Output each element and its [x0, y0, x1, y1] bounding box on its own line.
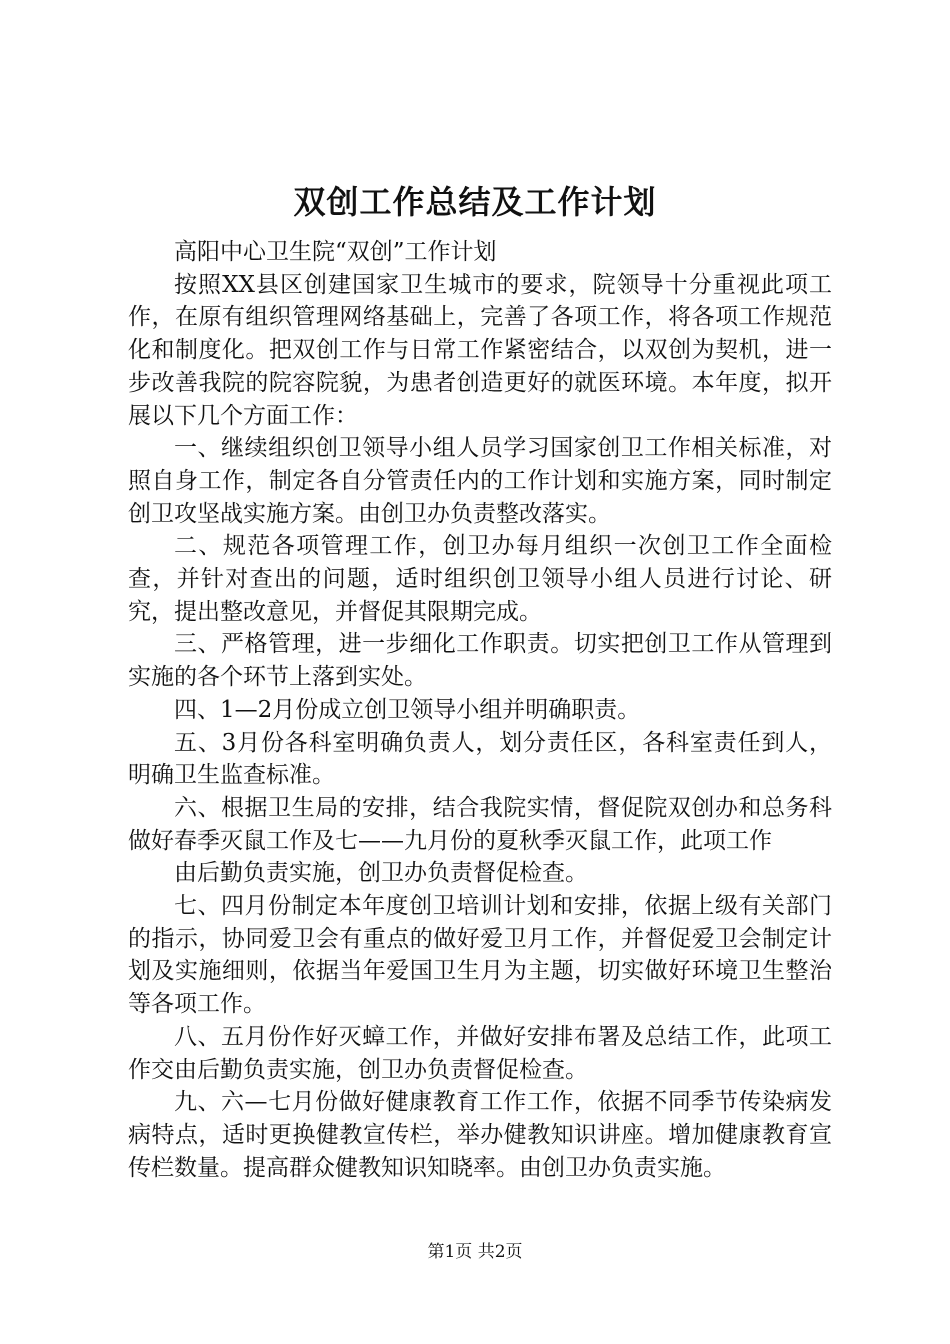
paragraph-item-1: 一、继续组织创卫领导小组人员学习国家创卫工作相关标准，对照自身工作，制定各自分管责任内的工作计划和实施方案，同时制定创卫攻坚战实施方案。由创卫办负责整改落实。 [128, 435, 832, 527]
paragraph-item-6-continued: 由后勤负责实施，创卫办负责督促检查。 [174, 860, 588, 887]
document-title: 双创工作总结及工作计划 [293, 183, 657, 221]
document-body [128, 236, 832, 1184]
paragraph-intro: 按照XX县区创建国家卫生城市的要求，院领导十分重视此项工作，在原有组织管理网络基础上，完善了各项工作，将各项工作规范化和制度化。把双创工作与日常工作紧密结合，以双创为契机，进一步改善我院的院容院貌，为患者创造更好的就医环境。本年度，拟开展以下几个方面工作： [128, 271, 832, 429]
paragraph-item-5: 五、3月份各科室明确负责人，划分责任区，各科室责任到人，明确卫生监查标准。 [128, 729, 832, 789]
paragraph-subtitle: 高阳中心卫生院“双创”工作计划 [174, 239, 497, 265]
paragraph-item-2: 二、规范各项管理工作，创卫办每月组织一次创卫工作全面检查，并针对查出的问题，适时组织创卫领导小组人员进行讨论、研究，提出整改意见，并督促其限期完成。 [128, 533, 832, 625]
paragraph-item-3: 三、严格管理，进一步细化工作职责。切实把创卫工作从管理到实施的各个环节上落到实处。 [128, 631, 832, 691]
paragraph-item-4: 四、1—2月份成立创卫领导小组并明确职责。 [174, 696, 641, 723]
paragraph-item-6: 六、根据卫生局的安排，结合我院实情，督促院双创办和总务科做好春季灭鼠工作及七——九月份的夏秋季灭鼠工作，此项工作 [128, 794, 832, 854]
paragraph-item-7: 七、四月份制定本年度创卫培训计划和安排，依据上级有关部门的指示，协同爱卫会有重点的做好爱卫月工作，并督促爱卫会制定计划及实施细则，依据当年爱国卫生月为主题，切实做好环境卫生整治等各项工作。 [128, 893, 832, 1018]
page-footer: 第1页 共2页 [427, 1242, 523, 1262]
paragraph-item-9: 九、六—七月份做好健康教育工作工作，依据不同季节传染病发病特点，适时更换健教宣传栏，举办健教知识讲座。增加健康教育宣传栏数量。提高群众健教知识知晓率。由创卫办负责实施。 [128, 1089, 832, 1181]
paragraph-item-8: 八、五月份作好灭蟑工作，并做好安排布署及总结工作，此项工作交由后勤负责实施，创卫办负责督促检查。 [128, 1023, 832, 1083]
